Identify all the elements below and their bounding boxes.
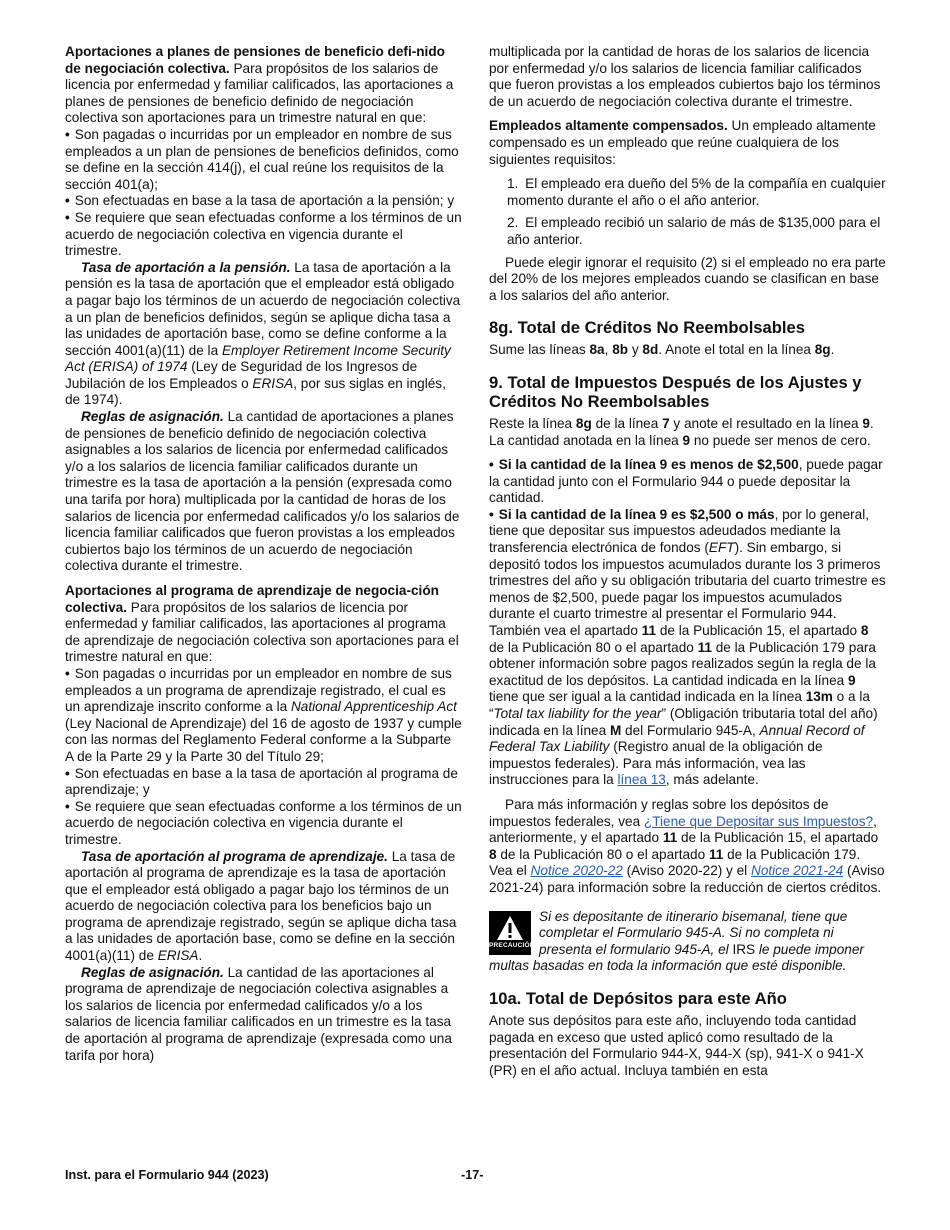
- paragraph: Tasa de aportación al programa de aprendizaje. La tasa de aportación al programa de aprendizaje es la tasa de aportación que el empleador está obligado a pagar bajo los términos de un acuerdo de negociación colectiva para los beneficios bajo un programa de aprendizaje registrado, según se aplique dicha tasa a las unidades de aportación base, como se define en la sección 4001(a)(11) de ERISA.: [65, 848, 457, 964]
- section-title-8g: 8g. Total de Créditos No Reembolsables: [489, 318, 805, 338]
- left-column: [65, 44, 462, 1064]
- paragraph: Para más información y reglas sobre los depósitos de impuestos federales, vea ¿Tiene que Depositar sus Impuestos?, anteriormente, y el apartado 11 de la Publicación 15, el apartado 8 de la Publicación 80 o el apartado 11 de la Publicación 179. Vea el Notice 2020-22 (Aviso 2020-22) y el Notice 2021-24 (Aviso 2021-24) para información sobre la reducción de ciertos créditos.: [489, 796, 885, 895]
- section-title-10a: 10a. Total de Depósitos para este Año: [489, 988, 787, 1008]
- caution-text: Si es depositante de itinerario bisemanal, tiene que completar el Formulario 945-A. Si no completa ni presenta el formulario 945-A, el IRS le puede imponer multas basadas en toda la información que esté disponible.: [489, 908, 864, 974]
- bullet-item: • Se requiere que sean efectuadas conforme a los términos de un acuerdo de negociación colectiva en vigencia durante el trimestre.: [65, 799, 462, 849]
- paragraph: Empleados altamente compensados. Un empleado altamente compensado es un empleado que reúne cualquiera de los siguientes requisitos:: [489, 118, 876, 167]
- paragraph: Aportaciones a planes de pensiones de beneficio defi-nido de negociación colectiva. Para propósitos de los salarios de licencia por enfermedad y familiar calificados, las aportaciones a planes de pensiones de beneficio definido de negociación colectiva son aportaciones para un trimestre natural en que:: [65, 44, 454, 126]
- bullet-item: • Se requiere que sean efectuadas conforme a los términos de un acuerdo de negociación colectiva en vigencia durante el trimestre.: [65, 210, 462, 260]
- paragraph: Aportaciones al programa de aprendizaje de negocia-ción colectiva. Para propósitos de los salarios de licencia por enfermedad y familiar calificados, las aportaciones al programa de aprendizaje de negociación colectiva son aportaciones para el trimestre natural en que:: [65, 583, 459, 665]
- paragraph: Reste la línea 8g de la línea 7 y anote el resultado en la línea 9. La cantidad anotada en la línea 9 no puede ser menos de cero.: [489, 415, 874, 448]
- paragraph: Tasa de aportación a la pensión. La tasa de aportación a la pensión es la tasa de aportación que el empleador está obligado a pagar bajo los términos de un acuerdo de negociación colectiva a un plan de beneficios definidos, según se aplique dicha tasa a las unidades de aportación base, como se define conforme a la sección 4001(a)(11) de la Employer Retirement Income Security Act (ERISA) of 1974 (Ley de Seguridad de los Ingresos de Jubilación de los Empleados o ERISA, por sus siglas en inglés, de 1974).: [65, 259, 461, 408]
- paragraph: Anote sus depósitos para este año, incluyendo toda cantidad pagada en exceso que usted aplicó como resultado de la presentación del Formulario 944-X, 944-X (sp), 941-X o 941-X (PR) en el año actual. Incluya también en esta: [489, 1012, 864, 1078]
- right-column: [489, 44, 886, 1079]
- bullet-item: • Si la cantidad de la línea 9 es $2,500 o más, por lo general, tiene que depositar sus impuestos adeudados mediante la transferencia electrónica de fondos (EFT). Sin embargo, si depositó todos los impuestos acumulados durante los 3 primeros trimestres del año y su obligación tributaria del cuarto trimestre es menos de $2,500, puede pagar los impuestos acumulados durante el cuarto trimestre al presentar el Formulario 944. También vea el apartado 11 de la Publicación 15, el apartado 8 de la Publicación 80 o el apartado 11 de la Publicación 179 para obtener información sobre pagos realizados según la regla de la exactitud de los depósitos. La cantidad indicada en la línea 9 tiene que ser igual a la cantidad indicada en la línea 13m o a la “Total tax liability for the year” (Obligación tributaria total del año) indicada en la línea M del Formulario 945-A, Annual Record of Federal Tax Liability (Registro anual de la obligación de impuestos federales). Para más información, vea las instrucciones para la línea 13, más adelante.: [489, 507, 886, 789]
- bullet-item: • Son pagadas o incurridas por un empleador en nombre de sus empleados a un programa de aprendizaje registrado, el cual es un aprendizaje inscrito conforme a la National Apprenticeship Act (Ley Nacional de Aprendizaje) del 16 de agosto de 1937 y cumple con las normas del Reglamento Federal conforme a la Subparte A de la Parte 29 y la Parte 30 del Título 29;: [65, 666, 462, 766]
- page-number: -17-: [461, 1168, 484, 1182]
- caution-icon: [489, 911, 535, 955]
- link-notice-2020-22[interactable]: Notice 2020-22: [530, 863, 623, 879]
- section-heading: Aportaciones a planes de pensiones de beneficio defi-nido de negociación colectiva.: [65, 44, 445, 76]
- paragraph: Sume las líneas 8a, 8b y 8d. Anote el total en la línea 8g.: [489, 342, 835, 358]
- section-heading: Empleados altamente compensados.: [489, 118, 728, 134]
- paragraph: Puede elegir ignorar el requisito (2) si el empleado no era parte del 20% de los mejores empleados cuando se clasifican en base a los salarios del año anterior.: [489, 254, 886, 303]
- link-notice-2021-24[interactable]: Notice 2021-24: [751, 863, 844, 879]
- link-linea-13[interactable]: línea 13: [617, 772, 666, 788]
- link-tiene-que-depositar[interactable]: ¿Tiene que Depositar sus Impuestos?: [643, 813, 874, 829]
- footer-form-title: Inst. para el Formulario 944 (2023): [65, 1168, 269, 1182]
- bullet-item: • Son efectuadas en base a la tasa de aportación al programa de aprendizaje; y: [65, 766, 462, 799]
- section-title-9: 9. Total de Impuestos Después de los Ajustes y Créditos No Reembolsables: [489, 372, 862, 411]
- bullet-item: • Son efectuadas en base a la tasa de aportación a la pensión; y: [65, 193, 462, 210]
- caution-label: PRECAUCIÓN: [489, 941, 535, 949]
- paragraph: Reglas de asignación. La cantidad de aportaciones a planes de pensiones de beneficio definido de negociación colectiva asignables a los salarios de licencia por enfermedad calificados y/o a los salarios de licencia familiar calificados durante un trimestre es la tasa de aportación a la pensión (expresada como una tarifa por hora) multiplicada por la cantidad de horas de los salarios de licencia por enfermedad calificados y/o los salarios de licencia familiar calificados que fueron provistas a los empleados cubiertos bajo los términos de un acuerdo de negociación colectiva durante el trimestre.: [65, 409, 460, 574]
- bullet-item: • Si la cantidad de la línea 9 es menos de $2,500, puede pagar la cantidad junto con el Formulario 944 o puede depositar la cantidad.: [489, 457, 886, 507]
- warning-triangle-icon: [495, 914, 525, 942]
- paragraph: multiplicada por la cantidad de horas de los salarios de licencia por enfermedad y/o los salarios de licencia familiar calificados que fueron provistas a los empleados cubiertos bajo los términos de un acuerdo de negociación colectiva durante el trimestre.: [489, 44, 881, 109]
- bullet-item: • Son pagadas o incurridas por un empleador en nombre de sus empleados a un plan de pensiones de beneficios definidos, como se define en la sección 414(j), el cual reúne los requisitos de la sección 401(a);: [65, 127, 462, 193]
- paragraph: Reglas de asignación. La cantidad de las aportaciones al programa de aprendizaje de negociación colectiva asignables a los salarios de licencia por enfermedad calificados y/o a los salarios de licencia familiar calificados en un trimestre es la tasa de aportación al programa de aprendizaje (expresada como una tarifa por hora): [65, 964, 452, 1063]
- section-heading: Aportaciones al programa de aprendizaje de negocia-ción colectiva.: [65, 583, 439, 615]
- numbered-item: 2. El empleado recibió un salario de más de $135,000 para el año anterior.: [507, 215, 881, 247]
- numbered-item: 1. El empleado era dueño del 5% de la compañía en cualquier momento durante el año o el año anterior.: [507, 176, 886, 208]
- caution-note: [489, 909, 886, 975]
